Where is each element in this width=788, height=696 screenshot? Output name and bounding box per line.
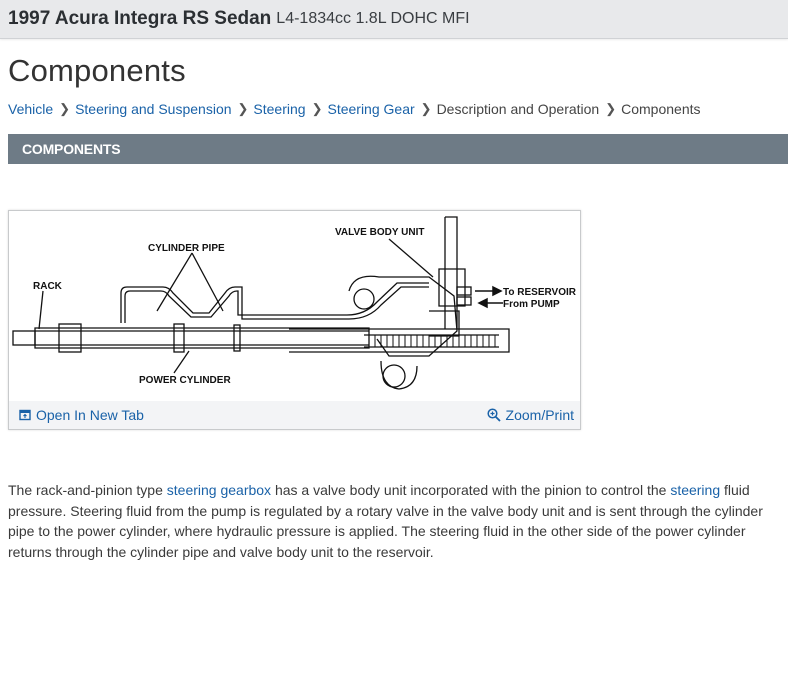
label-cylinder-pipe: CYLINDER PIPE xyxy=(148,243,225,254)
breadcrumb-steering[interactable]: Steering xyxy=(253,101,306,117)
label-valve-body-unit: VALVE BODY UNIT xyxy=(335,227,425,238)
label-to-reservoir: To RESERVOIR xyxy=(503,287,576,298)
section-heading: COMPONENTS xyxy=(22,141,121,157)
chevron-right-icon: ❯ xyxy=(420,101,432,116)
breadcrumb-steering-gear[interactable]: Steering Gear xyxy=(327,101,415,117)
page-title: Components xyxy=(8,53,186,88)
vehicle-title: 1997 Acura Integra RS Sedan xyxy=(8,8,272,29)
description-text-2: has a valve body unit incorporated with the pinion to control the xyxy=(271,482,671,498)
link-steering-gearbox[interactable]: steering gearbox xyxy=(166,482,272,498)
chevron-right-icon: ❯ xyxy=(237,101,249,116)
label-rack: RACK xyxy=(33,281,62,292)
description-text-1: The rack-and-pinion type xyxy=(8,482,167,498)
breadcrumb-vehicle[interactable]: Vehicle xyxy=(8,101,54,117)
link-steering[interactable]: steering xyxy=(670,482,721,498)
open-new-tab-button[interactable] xyxy=(19,407,144,423)
steering-gear-diagram[interactable] xyxy=(9,211,580,401)
open-new-tab-label: Open In New Tab xyxy=(36,407,144,423)
chevron-right-icon: ❯ xyxy=(605,101,617,116)
zoom-print-label: Zoom/Print xyxy=(505,407,574,423)
engine-spec: L4-1834cc 1.8L DOHC MFI xyxy=(276,10,470,27)
breadcrumb xyxy=(8,101,788,117)
chevron-right-icon: ❯ xyxy=(311,101,323,116)
breadcrumb-description-operation: Description and Operation xyxy=(436,101,600,117)
zoom-in-icon xyxy=(487,408,501,422)
figure-toolbar xyxy=(9,401,580,429)
description-paragraph xyxy=(8,480,778,562)
chevron-right-icon: ❯ xyxy=(59,101,71,116)
description-text-3: fluid pressure. Steering fluid from the pump is regulated by a rotary valve in the valve body unit and is sent through the cylinder pipe to the power cylinder, where hydraulic pressure is applied. The steering fluid in the other side of the power cylinder returns through the cylinder pipe and valve body unit to the reservoir. xyxy=(8,482,763,560)
section-header xyxy=(8,134,788,164)
label-from-pump: From PUMP xyxy=(503,299,560,310)
vehicle-header xyxy=(0,0,788,39)
zoom-print-button[interactable] xyxy=(487,407,574,423)
breadcrumb-components: Components xyxy=(621,101,701,117)
diagram-figure xyxy=(8,210,581,430)
open-tab-icon xyxy=(19,409,31,421)
label-power-cylinder: POWER CYLINDER xyxy=(139,375,231,386)
breadcrumb-steering-and-suspension[interactable]: Steering and Suspension xyxy=(75,101,232,117)
